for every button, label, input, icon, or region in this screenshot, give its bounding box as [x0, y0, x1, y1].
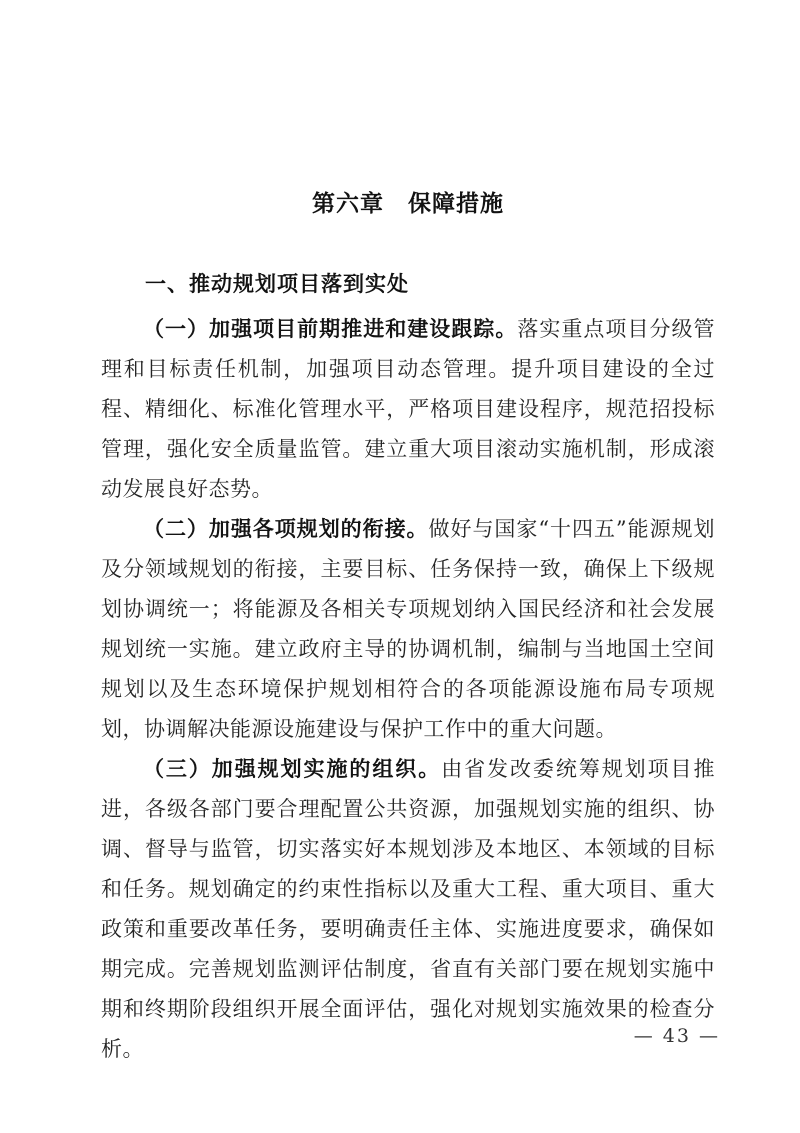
- chapter-title: 第六章 保障措施: [312, 190, 504, 216]
- paragraph-2-body: 做好与国家“十四五”能源规划及分领域规划的衔接，主要目标、任务保持一致，确保上下级规划协调统一；将能源及各相关专项规划纳入国民经济和社会发展规划统一实施。建立政府主导的协调机制，编制与当地国土空间规划以及生态环境保护规划相符合的各项能源设施布局专项规划，协调解决能源设施建设与保护工作中的重大问题。: [101, 517, 715, 741]
- section-heading: 一、推动规划项目落到实处: [145, 273, 409, 296]
- paragraph-2-lead: （二）加强各项规划的衔接。: [143, 516, 429, 541]
- paragraph-1-body: 落实重点项目分级管理和目标责任机制，加强项目动态管理。提升项目建设的全过程、精细化、标准化管理水平，严格项目建设程序，规范招投标管理，强化安全质量监管。建立重大项目滚动实施机制，形成滚动发展良好态势。: [101, 317, 716, 501]
- page-content: [101, 0, 715, 1069]
- paragraph-3-lead: （三）加强规划实施的组织。: [143, 756, 442, 781]
- paragraph-3-body: 由省发改委统筹规划项目推进，各级各部门要合理配置公共资源，加强规划实施的组织、协调、督导与监管，切实落实好本规划涉及本地区、本领域的目标和任务。规划确定的约束性指标以及重大工程、重大项目、重大政策和重要改革任务，要明确责任主体、实施进度要求，确保如期完成。完善规划监测评估制度，省直有关部门要在规划实施中期和终期阶段组织开展全面评估，强化对规划实施效果的检查分析。: [101, 757, 715, 1061]
- body-text: [101, 309, 715, 1069]
- paragraph-1-lead: （一）加强项目前期推进和建设跟踪。: [143, 316, 518, 341]
- page-number: — 43 —: [633, 1025, 720, 1047]
- paragraph-1: [101, 309, 715, 509]
- paragraph-2: [101, 509, 715, 749]
- paragraph-3: [101, 749, 715, 1069]
